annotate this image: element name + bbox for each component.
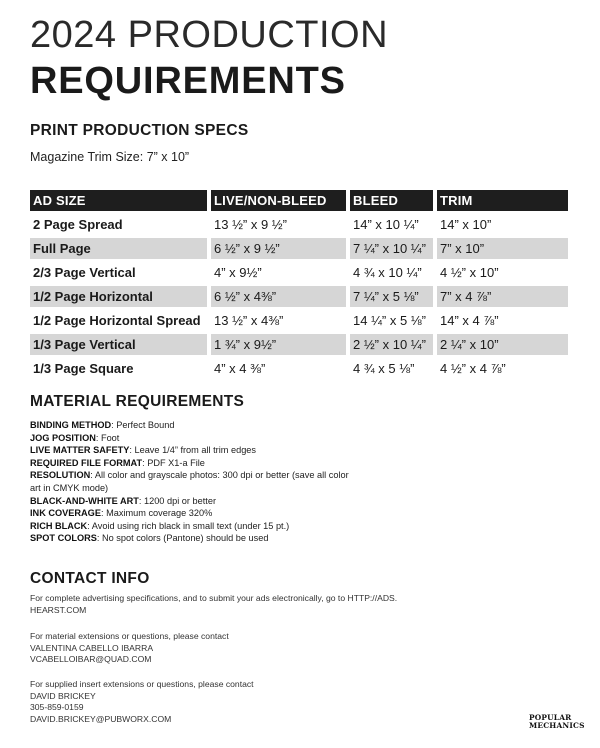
- table-row: [30, 214, 568, 235]
- list-item: [30, 532, 360, 545]
- cell-bleed: 7 ¼” x 5 ⅛”: [350, 286, 433, 307]
- material-value: : Avoid using rich black in small text (under 15 pt.): [87, 520, 290, 531]
- contact-insert-phone: 305-859-0159: [30, 702, 84, 712]
- list-item: [30, 495, 360, 508]
- list-item: [30, 520, 360, 533]
- material-value: : Maximum coverage 320%: [100, 508, 213, 519]
- cell-live: 6 ½” x 4⅜”: [211, 286, 346, 307]
- cell-bleed: 4 ¾ x 5 ⅛”: [353, 361, 415, 376]
- list-item: [30, 419, 360, 432]
- table-row: [30, 334, 568, 355]
- material-label: INK COVERAGE: [30, 508, 101, 519]
- header-ad-size: AD SIZE: [30, 190, 207, 211]
- specs-table: [26, 187, 572, 382]
- material-label: REQUIRED FILE FORMAT: [30, 457, 143, 468]
- cell-bleed: 14” x 10 ¼”: [353, 217, 419, 232]
- list-item: [30, 444, 360, 457]
- cell-live: 13 ½” x 9 ½”: [214, 217, 287, 232]
- list-item: [30, 469, 360, 494]
- material-list: [30, 419, 360, 545]
- cell-trim: 7” x 4 ⅞”: [437, 286, 568, 307]
- cell-live: 1 ¾” x 9½”: [211, 334, 346, 355]
- table-row: [30, 310, 568, 331]
- cell-bleed: 4 ¾ x 10 ¼”: [353, 265, 422, 280]
- table-row: [30, 238, 568, 259]
- header-bleed: BLEED: [350, 190, 433, 211]
- cell-ad-size: 1/2 Page Horizontal Spread: [33, 313, 201, 328]
- material-value: : PDF X1-a File: [142, 457, 205, 468]
- list-item: [30, 457, 360, 470]
- contact-heading: CONTACT INFO: [30, 570, 150, 587]
- cell-bleed: 7 ¼” x 10 ¼”: [350, 238, 433, 259]
- logo-line2: MECHANICS: [529, 720, 585, 730]
- cell-live: 4” x 4 ⅜”: [214, 361, 266, 376]
- contact-material-email[interactable]: VCABELLOIBAR@QUAD.COM: [30, 654, 152, 664]
- material-value: : No spot colors (Pantone) should be used: [96, 533, 269, 544]
- cell-trim: 14” x 10”: [440, 217, 492, 232]
- contact-material-name: VALENTINA CABELLO IBARRA: [30, 642, 154, 653]
- material-value: : Foot: [95, 432, 120, 443]
- material-value: : All color and grayscale photos: 300 dpi or better (save all color art in CMYK mode): [30, 470, 349, 493]
- page-title-line2: REQUIREMENTS: [30, 60, 346, 102]
- cell-bleed: 2 ½” x 10 ¼”: [350, 334, 433, 355]
- cell-live: 13 ½” x 4⅜”: [214, 313, 284, 328]
- contact-insert: [30, 679, 460, 725]
- contact-insert-name: DAVID BRICKEY: [30, 690, 96, 701]
- contact-insert-email[interactable]: DAVID.BRICKEY@PUBWORX.COM: [30, 713, 172, 724]
- material-label: BLACK-AND-WHITE ART: [30, 495, 139, 506]
- cell-live: 4” x 9½”: [214, 265, 262, 280]
- table-row: [30, 358, 568, 379]
- material-label: RESOLUTION: [30, 470, 91, 481]
- cell-ad-size: Full Page: [30, 238, 207, 259]
- contact-material: [30, 631, 460, 666]
- material-value: : Perfect Bound: [111, 420, 175, 430]
- material-heading: MATERIAL REQUIREMENTS: [30, 393, 245, 410]
- popular-mechanics-logo: [529, 714, 585, 729]
- page-title-line1: 2024 PRODUCTION: [30, 14, 389, 56]
- list-item: [30, 507, 360, 520]
- cell-trim: 4 ½” x 10”: [440, 265, 499, 280]
- list-item: [30, 432, 360, 445]
- cell-live: 6 ½” x 9 ½”: [211, 238, 346, 259]
- cell-trim: 4 ½” x 4 ⅞”: [440, 361, 506, 376]
- cell-ad-size: 2 Page Spread: [33, 217, 123, 232]
- table-row: [30, 262, 568, 283]
- specs-header-row: [30, 190, 568, 211]
- cell-trim: 7” x 10”: [437, 238, 568, 259]
- material-label: LIVE MATTER SAFETY: [30, 445, 130, 456]
- material-label: JOG POSITION: [30, 432, 96, 443]
- cell-ad-size: 1/3 Page Vertical: [30, 334, 207, 355]
- contact-material-intro: For material extensions or questions, please contact: [30, 631, 229, 641]
- header-trim: TRIM: [437, 190, 568, 211]
- logo-line1: POPULAR: [529, 713, 572, 722]
- cell-bleed: 14 ¼” x 5 ⅛”: [353, 313, 426, 328]
- ads-link[interactable]: HEARST.COM: [30, 604, 87, 615]
- material-value: : 1200 dpi or better: [138, 495, 216, 506]
- cell-ad-size: 1/3 Page Square: [33, 361, 134, 376]
- contact-insert-intro: For supplied insert extensions or questions, please contact: [30, 679, 254, 689]
- trim-size: Magazine Trim Size: 7” x 10”: [30, 150, 190, 164]
- material-label: BINDING METHOD: [30, 420, 112, 430]
- cell-ad-size: 2/3 Page Vertical: [33, 265, 136, 280]
- cell-trim: 2 ¼” x 10”: [437, 334, 568, 355]
- cell-trim: 14” x 4 ⅞”: [440, 313, 499, 328]
- cell-ad-size: 1/2 Page Horizontal: [30, 286, 207, 307]
- contact-specs-line1: For complete advertising specifications, and to submit your ads electronically, go to HTTP://ADS.: [30, 593, 398, 603]
- print-specs-heading: PRINT PRODUCTION SPECS: [30, 122, 249, 139]
- material-label: RICH BLACK: [30, 520, 88, 531]
- header-live: LIVE/NON-BLEED: [211, 190, 346, 211]
- material-label: SPOT COLORS: [30, 533, 97, 544]
- contact-specs: [30, 593, 460, 616]
- material-value: : Leave 1/4” from all trim edges: [129, 445, 257, 456]
- table-row: [30, 286, 568, 307]
